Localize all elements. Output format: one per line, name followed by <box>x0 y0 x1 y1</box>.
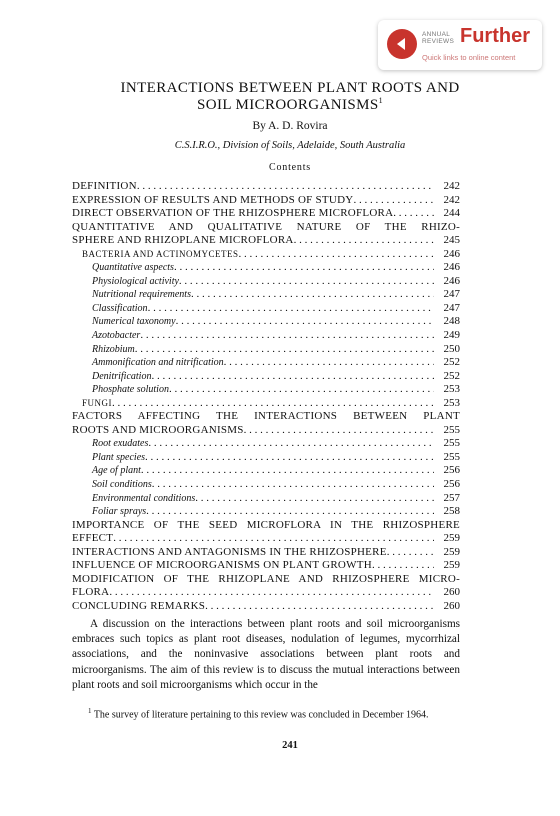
toc-entry-page: 253 <box>443 396 460 409</box>
toc-entry-title: Soil conditions <box>92 479 152 491</box>
toc-entry-page: 259 <box>443 559 460 572</box>
toc-entry-page: 247 <box>443 301 460 314</box>
quick-links-subtitle: Quick links to online content <box>422 53 516 62</box>
footnote-text: The survey of literature pertaining to this review was concluded in December 1964. <box>93 709 429 721</box>
article-title-line-2 <box>60 96 520 114</box>
toc-entry-page: 260 <box>443 599 460 612</box>
toc-leader-dots <box>146 505 434 519</box>
toc-entry-title: Physiological activity <box>92 275 179 287</box>
toc-entry-title: QUANTITATIVE AND QUALITATIVE NATURE OF THE RHIZO- <box>72 220 460 233</box>
toc-entry <box>72 302 460 316</box>
logo-line-annual: ANNUAL <box>422 31 451 38</box>
table-of-contents <box>72 180 460 614</box>
toc-entry <box>72 478 460 492</box>
toc-entry <box>72 315 460 329</box>
toc-entry <box>72 343 460 357</box>
toc-entry-title: CONCLUDING REMARKS <box>72 599 206 612</box>
toc-entry <box>72 573 460 587</box>
footnote-mark: 1 <box>88 707 92 715</box>
toc-entry-page: 255 <box>443 423 460 436</box>
toc-entry-page: 260 <box>443 586 460 599</box>
annual-reviews-logo-text <box>422 31 454 45</box>
logo-line-reviews: REVIEWS <box>422 38 455 45</box>
toc-entry-title: Plant species <box>92 451 146 463</box>
toc-entry <box>72 370 460 384</box>
body-paragraph: A discussion on the interactions between plant roots and soil microorganisms embraces such topics as plant root diseases, nodulation of legumes, mycorrhizal associations, and the noninvasive associations between plant roots and microorganisms. The aim of this review is to discuss the mutual interactions between plant roots and soil microorganisms which occur in the <box>72 618 460 691</box>
toc-entry-title: Nutritional requirements <box>92 289 191 301</box>
toc-entry-title: Numerical taxonomy <box>92 316 176 328</box>
toc-entry <box>72 194 460 208</box>
toc-leader-dots <box>148 437 434 451</box>
toc-entry-page: 242 <box>443 180 460 192</box>
toc-entry <box>72 559 460 573</box>
toc-leader-dots <box>152 478 434 492</box>
toc-entry-title: EFFECT <box>72 532 114 545</box>
toc-entry-page: 256 <box>443 464 460 477</box>
toc-leader-dots <box>387 546 434 560</box>
toc-entry <box>72 248 460 262</box>
toc-entry-title: IMPORTANCE OF THE SEED MICROFLORA IN THE RHIZOSPHERE <box>72 518 460 531</box>
toc-leader-dots <box>145 451 434 465</box>
toc-leader-dots <box>109 586 434 600</box>
toc-entry-page: 242 <box>443 193 460 206</box>
toc-entry-page: 256 <box>443 478 460 491</box>
toc-entry <box>72 221 460 235</box>
toc-entry <box>72 600 460 614</box>
toc-entry-title: DIRECT OBSERVATION OF THE RHIZOSPHERE MICROFLORA <box>72 207 394 220</box>
toc-entry <box>72 207 460 221</box>
toc-entry-title: Azotobacter <box>92 330 141 342</box>
play-arrow-icon <box>387 29 417 59</box>
toc-entry-title: BACTERIA AND ACTINOMYCETES <box>82 248 239 259</box>
toc-entry <box>72 424 460 438</box>
toc-entry-title: Environmental conditions <box>92 492 196 504</box>
toc-entry-title: FUNGI <box>82 397 113 408</box>
toc-entry-title: Foliar sprays <box>92 506 147 518</box>
toc-entry-title: MODIFICATION OF THE RHIZOPLANE AND RHIZOSPHERE MICRO- <box>72 572 460 585</box>
toc-entry-page: 255 <box>443 450 460 463</box>
toc-leader-dots <box>151 370 434 384</box>
toc-leader-dots <box>135 343 434 357</box>
toc-entry-page: 249 <box>443 329 460 342</box>
toc-leader-dots <box>205 600 434 614</box>
toc-leader-dots <box>169 383 434 397</box>
toc-entry <box>72 261 460 275</box>
toc-entry <box>72 464 460 478</box>
article-title-text: SOIL MICROORGANISMS <box>196 97 379 113</box>
toc-entry-page: 250 <box>443 342 460 355</box>
toc-leader-dots <box>224 356 434 370</box>
toc-entry <box>72 519 460 533</box>
toc-entry-page: 259 <box>443 532 460 545</box>
page-number: 241 <box>282 740 298 751</box>
toc-entry <box>72 383 460 397</box>
toc-entry-page: 252 <box>443 356 460 369</box>
toc-entry <box>72 451 460 465</box>
toc-entry-title: Age of plant <box>92 465 141 477</box>
toc-entry-page: 253 <box>443 383 460 396</box>
toc-entry <box>72 234 460 248</box>
toc-leader-dots <box>393 207 434 221</box>
toc-entry <box>72 492 460 506</box>
toc-leader-dots <box>113 532 434 546</box>
toc-entry-page: 246 <box>443 247 460 260</box>
toc-leader-dots <box>294 234 434 248</box>
article-title-line-1: INTERACTIONS BETWEEN PLANT ROOTS AND <box>120 80 460 96</box>
toc-entry-page: 244 <box>443 207 460 220</box>
toc-leader-dots <box>353 194 434 208</box>
toc-entry <box>72 505 460 519</box>
toc-leader-dots <box>191 288 434 302</box>
toc-leader-dots <box>112 397 434 411</box>
toc-entry-page: 246 <box>443 274 460 287</box>
toc-entry <box>72 329 460 343</box>
toc-entry-page: 258 <box>443 505 460 518</box>
toc-leader-dots <box>137 180 434 194</box>
toc-entry-page: 252 <box>443 369 460 382</box>
toc-entry-page: 248 <box>443 315 460 328</box>
footnote <box>72 704 460 722</box>
toc-leader-dots <box>141 464 434 478</box>
toc-entry <box>72 275 460 289</box>
toc-entry-title: EXPRESSION OF RESULTS AND METHODS OF STUDY <box>72 193 354 206</box>
toc-leader-dots <box>174 261 434 275</box>
toc-entry-title: Root exudates <box>92 438 149 450</box>
toc-leader-dots <box>176 315 434 329</box>
toc-entry-page: 257 <box>443 491 460 504</box>
toc-entry <box>72 356 460 370</box>
toc-entry-title: Phosphate solution <box>92 384 169 396</box>
toc-entry-title: FLORA <box>72 586 110 599</box>
toc-entry <box>72 437 460 451</box>
toc-entry-title: Ammonification and nitrification <box>92 357 224 369</box>
toc-entry <box>72 410 460 424</box>
toc-leader-dots <box>140 329 434 343</box>
toc-entry-page: 255 <box>443 437 460 450</box>
toc-entry <box>72 180 460 194</box>
toc-entry-title: INFLUENCE OF MICROORGANISMS ON PLANT GROWTH <box>72 559 372 572</box>
toc-leader-dots <box>195 492 434 506</box>
toc-entry-page: 247 <box>443 288 460 301</box>
toc-entry-page: 246 <box>443 261 460 274</box>
toc-leader-dots <box>148 302 434 316</box>
toc-entry <box>72 288 460 302</box>
affiliation-line: C.S.I.R.O., Division of Soils, Adelaide, South Australia <box>174 140 406 151</box>
toc-entry-title: Denitrification <box>92 370 152 382</box>
toc-entry-title: Quantitative aspects <box>92 262 174 274</box>
toc-entry-title: SPHERE AND RHIZOPLANE MICROFLORA <box>72 234 294 247</box>
toc-leader-dots <box>179 275 434 289</box>
toc-entry <box>72 546 460 560</box>
toc-entry <box>72 397 460 411</box>
toc-entry <box>72 532 460 546</box>
annual-reviews-further-badge[interactable] <box>378 20 542 70</box>
further-label: Further <box>460 25 530 47</box>
toc-entry-title: FACTORS AFFECTING THE INTERACTIONS BETWEEN PLANT <box>72 410 460 423</box>
toc-entry-page: 259 <box>443 545 460 558</box>
toc-leader-dots <box>372 559 434 573</box>
toc-entry-title: Classification <box>92 302 148 314</box>
author-line: By A. D. Rovira <box>252 120 328 132</box>
toc-entry-title: INTERACTIONS AND ANTAGONISMS IN THE RHIZOSPHERE <box>72 545 387 558</box>
contents-heading: Contents <box>269 162 311 173</box>
toc-entry <box>72 586 460 600</box>
toc-entry-title: Rhizobium <box>92 343 135 355</box>
title-footnote-mark: 1 <box>378 96 384 105</box>
toc-entry-page: 245 <box>443 234 460 247</box>
toc-entry-title: DEFINITION <box>72 180 137 192</box>
toc-leader-dots <box>239 248 434 262</box>
toc-leader-dots <box>244 424 434 438</box>
toc-entry-title: ROOTS AND MICROORGANISMS <box>72 423 244 436</box>
